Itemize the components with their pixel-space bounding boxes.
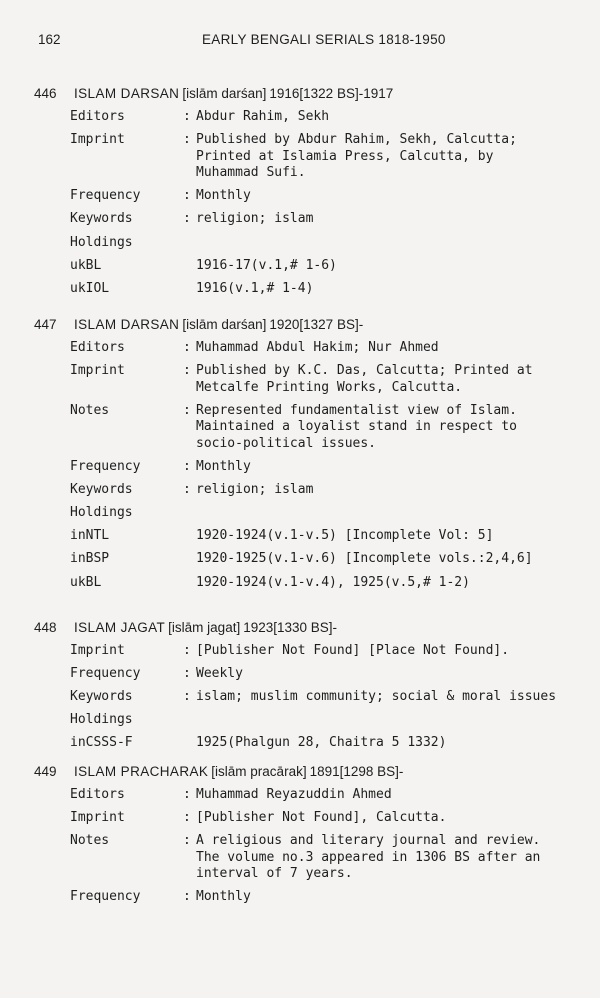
field-label: Imprint: [70, 363, 125, 379]
field-value: religion; islam: [196, 211, 314, 227]
entry-field: [0, 666, 600, 683]
holding-row: [0, 281, 600, 298]
entry-title: ISLAM DARSAN: [74, 86, 180, 101]
field-label: Notes: [70, 833, 110, 849]
field-value: Published by K.C. Das, Calcutta; Printed at Metcalfe Printing Works, Calcutta.: [196, 363, 533, 395]
entry-heading: [34, 86, 600, 101]
field-value: Weekly: [196, 666, 243, 682]
field-label: Frequency: [70, 666, 141, 682]
entry-field: [0, 340, 600, 357]
field-colon: :: [183, 643, 191, 658]
field-value: Abdur Rahim, Sekh: [196, 109, 330, 124]
field-label: Imprint: [70, 810, 125, 826]
entry-number: 449: [34, 764, 57, 779]
field-label: Imprint: [70, 643, 125, 658]
entry-transliteration: [islām pracārak]: [211, 764, 307, 779]
entry-title: ISLAM JAGAT: [74, 620, 166, 635]
holding-library: ukBL: [70, 257, 102, 273]
field-colon: :: [183, 340, 191, 355]
field-label: Editors: [70, 109, 125, 124]
field-label: Keywords: [70, 211, 133, 227]
catalog-entry: [0, 317, 600, 598]
entry-transliteration: [islām jagat]: [168, 620, 241, 635]
holdings-label-row: [0, 505, 600, 522]
catalog-entry: [0, 764, 600, 913]
field-colon: :: [183, 482, 191, 498]
entry-field: [0, 833, 600, 883]
field-value: Represented fundamentalist view of Islam. Maintained a loyalist stand in respect to socio-political issues.: [196, 402, 517, 451]
field-value: islam; muslim community; social & moral issues: [196, 689, 557, 705]
field-colon: :: [183, 211, 191, 227]
holding-library: inBSP: [70, 551, 110, 567]
running-title: EARLY BENGALI SERIALS 1818-1950: [202, 32, 446, 47]
entry-field: [0, 889, 600, 906]
holdings-label: Holdings: [70, 712, 133, 728]
entry-transliteration: [islām darśan]: [182, 86, 267, 101]
field-value: [Publisher Not Found], Calcutta.: [196, 810, 447, 826]
entry-field: [0, 482, 600, 499]
field-label: Frequency: [70, 889, 141, 905]
entry-number: 448: [34, 620, 57, 635]
field-label: Frequency: [70, 188, 141, 204]
field-colon: :: [183, 402, 191, 418]
holding-row: [0, 551, 600, 568]
holdings-label: Holdings: [70, 505, 133, 521]
entry-title: ISLAM PRACHARAK: [74, 764, 209, 779]
holding-row: [0, 735, 600, 752]
entry-title: ISLAM DARSAN: [74, 317, 180, 332]
field-value: religion; islam: [196, 482, 314, 498]
catalog-entry: [0, 86, 600, 304]
field-value: Muhammad Reyazuddin Ahmed: [196, 787, 392, 802]
field-colon: :: [183, 833, 191, 849]
holding-range: 1925(Phalgun 28, Chaitra 5 1332): [196, 735, 447, 751]
entry-field: [0, 403, 600, 453]
holding-range: 1916(v.1,# 1-4): [196, 280, 314, 296]
field-label: Editors: [70, 787, 125, 802]
holding-range: 1916-17(v.1,# 1-6): [196, 257, 337, 273]
entry-field: [0, 188, 600, 205]
page-header: [38, 32, 568, 52]
holding-range: 1920-1925(v.1-v.6) [Incomplete vols.:2,4,6]: [196, 551, 533, 567]
field-colon: :: [183, 666, 191, 682]
entry-field: [0, 211, 600, 228]
field-value: Muhammad Abdul Hakim; Nur Ahmed: [196, 340, 439, 355]
page-number: 162: [38, 32, 61, 47]
field-value: Monthly: [196, 459, 251, 475]
field-value: [Publisher Not Found] [Place Not Found].: [196, 643, 510, 658]
catalog-entry: [0, 620, 600, 758]
field-colon: :: [183, 787, 191, 802]
entry-field: [0, 363, 600, 396]
field-value: A religious and literary journal and review. The volume no.3 appeared in 1306 BS after an interval of 7 years.: [196, 833, 541, 882]
entry-field: [0, 643, 600, 660]
holding-row: [0, 258, 600, 275]
entry-field: [0, 132, 600, 182]
field-value: Published by Abdur Rahim, Sekh, Calcutta; Printed at Islamia Press, Calcutta, by Muhammad Sufi.: [196, 132, 517, 181]
field-colon: :: [183, 363, 191, 379]
field-value: Monthly: [196, 889, 251, 905]
holding-range: 1920-1924(v.1-v.5) [Incomplete Vol: 5]: [196, 528, 494, 544]
entry-field: [0, 689, 600, 706]
field-colon: :: [183, 459, 191, 475]
field-label: Imprint: [70, 132, 125, 148]
holding-row: [0, 528, 600, 545]
entry-field: [0, 459, 600, 476]
field-colon: :: [183, 889, 191, 905]
entry-years: 1923[1330 BS]-: [243, 620, 338, 635]
entry-number: 446: [34, 86, 57, 101]
entry-number: 447: [34, 317, 57, 332]
entry-field: [0, 810, 600, 827]
holding-row: [0, 575, 600, 592]
field-label: Editors: [70, 340, 125, 355]
field-colon: :: [183, 689, 191, 705]
entry-years: 1916[1322 BS]-1917: [269, 86, 394, 101]
holdings-label-row: [0, 712, 600, 729]
holdings-label: Holdings: [70, 234, 133, 250]
entry-years: 1891[1298 BS]-: [309, 764, 404, 779]
field-colon: :: [183, 810, 191, 826]
holding-range: 1920-1924(v.1-v.4), 1925(v.5,# 1-2): [196, 574, 470, 590]
entry-transliteration: [islām darśan]: [182, 317, 267, 332]
field-value: Monthly: [196, 188, 251, 204]
field-label: Frequency: [70, 459, 141, 475]
holding-library: inCSSS-F: [70, 735, 133, 751]
field-colon: :: [183, 188, 191, 204]
holdings-label-row: [0, 235, 600, 252]
entry-field: [0, 787, 600, 804]
holding-library: ukIOL: [70, 280, 110, 296]
field-label: Keywords: [70, 689, 133, 705]
field-colon: :: [183, 132, 191, 148]
holding-library: inNTL: [70, 528, 110, 544]
entry-field: [0, 109, 600, 126]
holding-library: ukBL: [70, 574, 102, 590]
field-colon: :: [183, 109, 191, 124]
entry-heading: [34, 620, 600, 635]
entry-years: 1920[1327 BS]-: [269, 317, 364, 332]
entry-heading: [34, 764, 600, 779]
field-label: Notes: [70, 402, 110, 418]
entry-heading: [34, 317, 600, 332]
field-label: Keywords: [70, 482, 133, 498]
